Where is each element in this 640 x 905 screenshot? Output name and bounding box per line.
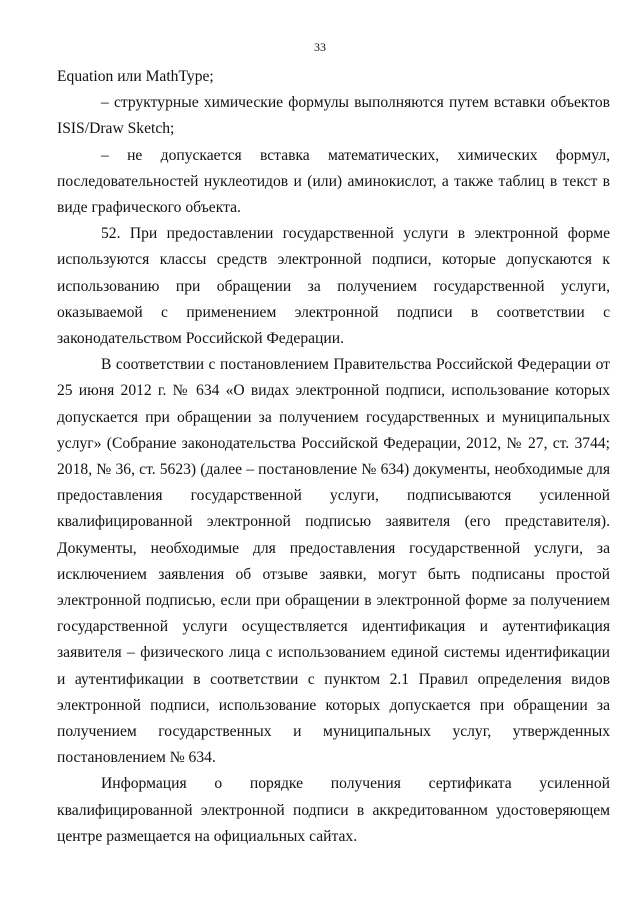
- paragraph-equation-continuation: Equation или MathType;: [57, 68, 214, 85]
- paragraph-chemical-formulas: – структурные химические формулы выполняются путем вставки объектов ISIS/Draw Sketch;: [57, 94, 610, 138]
- paragraph-resolution-634: В соответствии с постановлением Правительства Российской Федерации от 25 июня 2012 г. № 634 «О видах электронной подписи, использование которых допускается при обращении за получением государственных и муниципальных услуг» (Собрание законодательства Российской Федерации, 2012, № 27, ст. 3744; 2018, № 36, ст. 5623) (далее – постановление № 634) документы, необходимые для предоставления государственной услуги, подписываются усиленной квалифицированной электронной подписью заявителя (его представителя). Документы, необходимые для предоставления государственной услуги, за исключением заявления об отзыве заявки, могут быть подписаны простой электронной подписью, если при обращении в электронной форме за получением государственной услуги осуществляется идентификация и аутентификация заявителя – физического лица с использованием единой системы идентификации и аутентификации в соответствии с пунктом 2.1 Правил определения видов электронной подписи, использование которых допускается при обращении за получением государственных и муниципальных услуг, утвержденных постановлением № 634.: [57, 356, 610, 767]
- document-body: [57, 64, 610, 850]
- paragraph-graphic-objects-prohibited: – не допускается вставка математических, химических формул, последовательностей нуклеотидов и (или) аминокислот, а также таблиц в текст в виде графического объекта.: [57, 146, 610, 217]
- paragraph-52-electronic-signature-classes: 52. При предоставлении государственной услуги в электронной форме используются классы средств электронной подписи, которые допускаются к использованию при обращении за получением государственной услуги, оказываемой с применением электронной подписи в соответствии с законодательством Российской Федерации.: [57, 225, 610, 348]
- paragraph-certificate-information: Информация о порядке получения сертификата усиленной квалифицированной электронной подписи в аккредитованном удостоверяющем центре размещается на официальных сайтах.: [57, 775, 610, 845]
- page-number: 33: [314, 40, 326, 54]
